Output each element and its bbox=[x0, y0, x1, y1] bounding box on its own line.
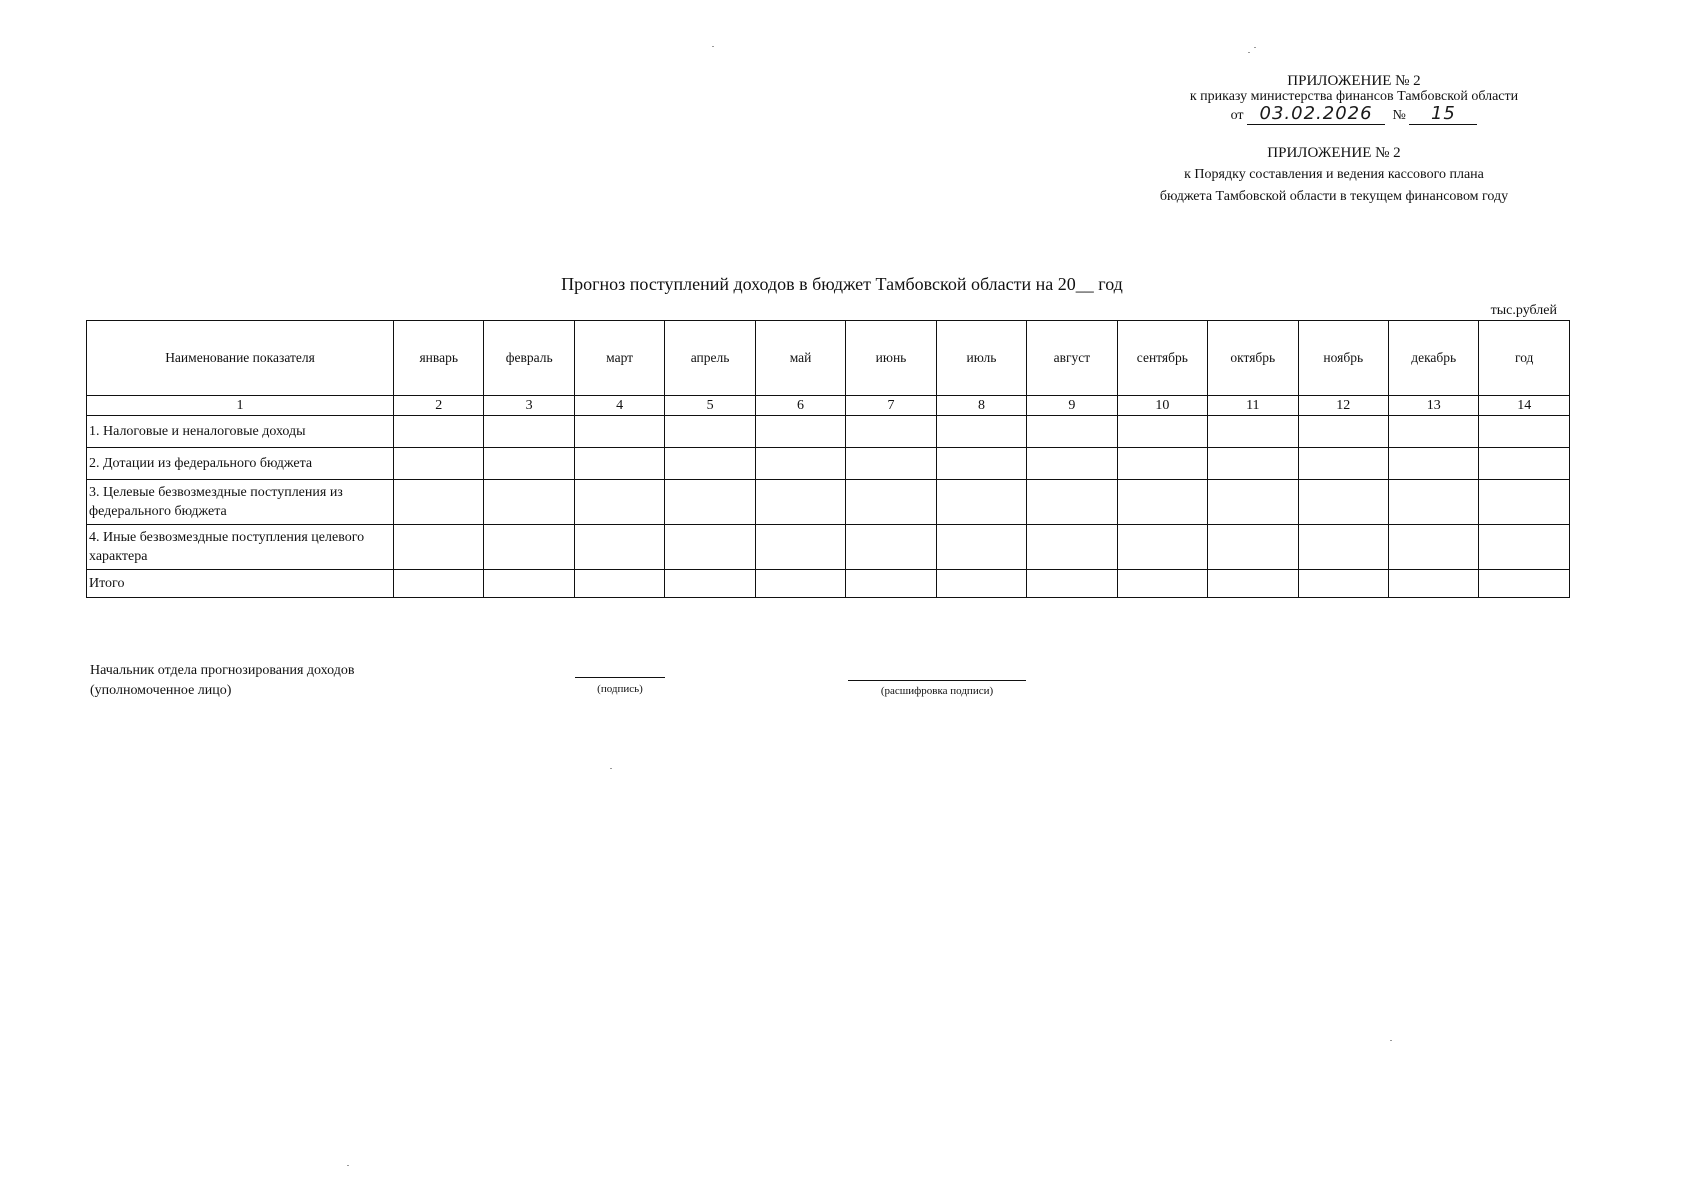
scan-speck bbox=[1248, 52, 1250, 53]
decoding-line bbox=[848, 680, 1026, 681]
value-cell bbox=[846, 480, 936, 525]
appendix-order-block bbox=[1154, 73, 1554, 125]
value-cell bbox=[755, 570, 845, 598]
value-cell bbox=[574, 570, 664, 598]
table-row bbox=[87, 480, 1570, 525]
value-cell bbox=[846, 525, 936, 570]
value-cell bbox=[1208, 525, 1298, 570]
value-cell bbox=[936, 448, 1026, 480]
value-cell bbox=[755, 448, 845, 480]
value-cell bbox=[755, 416, 845, 448]
column-number: 9 bbox=[1027, 396, 1117, 416]
value-cell bbox=[846, 416, 936, 448]
column-header: март bbox=[574, 321, 664, 396]
value-cell bbox=[574, 525, 664, 570]
column-header: август bbox=[1027, 321, 1117, 396]
value-cell bbox=[394, 448, 484, 480]
value-cell bbox=[394, 570, 484, 598]
value-cell bbox=[846, 570, 936, 598]
value-cell bbox=[484, 448, 574, 480]
value-cell bbox=[1117, 570, 1207, 598]
value-cell bbox=[1117, 448, 1207, 480]
value-cell bbox=[755, 480, 845, 525]
column-number: 10 bbox=[1117, 396, 1207, 416]
scan-speck bbox=[1254, 47, 1256, 48]
column-header: январь bbox=[394, 321, 484, 396]
value-cell bbox=[484, 480, 574, 525]
header-row bbox=[87, 321, 1570, 396]
value-cell bbox=[1117, 525, 1207, 570]
units-label: тыс.рублей bbox=[1490, 303, 1557, 318]
scan-speck bbox=[712, 46, 714, 47]
column-number: 5 bbox=[665, 396, 755, 416]
value-cell bbox=[936, 480, 1026, 525]
appendix-procedure-title: ПРИЛОЖЕНИЕ № 2 bbox=[1267, 145, 1401, 161]
value-cell bbox=[665, 525, 755, 570]
value-cell bbox=[1298, 416, 1388, 448]
column-number: 3 bbox=[484, 396, 574, 416]
value-cell bbox=[484, 416, 574, 448]
signature-caption: (подпись) bbox=[597, 683, 643, 695]
column-number: 11 bbox=[1208, 396, 1298, 416]
value-cell bbox=[1027, 448, 1117, 480]
document-title: Прогноз поступлений доходов в бюджет Тамбовской области на 20__ год bbox=[561, 274, 1123, 294]
value-cell bbox=[665, 448, 755, 480]
value-cell bbox=[846, 448, 936, 480]
total-label: Итого bbox=[87, 570, 394, 598]
total-row bbox=[87, 570, 1570, 598]
column-header: февраль bbox=[484, 321, 574, 396]
value-cell bbox=[1479, 480, 1570, 525]
from-label: от bbox=[1230, 108, 1244, 123]
appendix-order-title: ПРИЛОЖЕНИЕ № 2 bbox=[1287, 73, 1421, 89]
table-row bbox=[87, 416, 1570, 448]
column-header: май bbox=[755, 321, 845, 396]
value-cell bbox=[574, 448, 664, 480]
value-cell bbox=[1027, 480, 1117, 525]
order-number-field bbox=[1409, 103, 1477, 125]
value-cell bbox=[1298, 525, 1388, 570]
column-number: 8 bbox=[936, 396, 1026, 416]
revenue-forecast-table bbox=[86, 320, 1570, 598]
value-cell bbox=[1298, 480, 1388, 525]
value-cell bbox=[936, 416, 1026, 448]
value-cell bbox=[1027, 570, 1117, 598]
column-number: 2 bbox=[394, 396, 484, 416]
value-cell bbox=[1027, 525, 1117, 570]
column-number: 12 bbox=[1298, 396, 1388, 416]
scan-speck bbox=[1390, 1040, 1392, 1041]
table-row bbox=[87, 525, 1570, 570]
row-label: 3. Целевые безвозмездные поступления из федерального бюджета bbox=[87, 480, 394, 525]
value-cell bbox=[1208, 416, 1298, 448]
value-cell bbox=[484, 525, 574, 570]
value-cell bbox=[574, 416, 664, 448]
scan-speck bbox=[347, 1165, 349, 1166]
appendix-procedure-block bbox=[1124, 145, 1544, 205]
value-cell bbox=[665, 480, 755, 525]
value-cell bbox=[484, 570, 574, 598]
column-header: ноябрь bbox=[1298, 321, 1388, 396]
value-cell bbox=[394, 480, 484, 525]
signature-line bbox=[575, 677, 665, 678]
value-cell bbox=[1388, 480, 1478, 525]
order-date-handwritten: 03.02.2026 bbox=[1259, 103, 1373, 124]
column-number: 14 bbox=[1479, 396, 1570, 416]
value-cell bbox=[394, 416, 484, 448]
number-label: № bbox=[1392, 108, 1406, 123]
column-number-row bbox=[87, 396, 1570, 416]
column-header: октябрь bbox=[1208, 321, 1298, 396]
value-cell bbox=[574, 480, 664, 525]
value-cell bbox=[1298, 570, 1388, 598]
row-label: 1. Налоговые и неналоговые доходы bbox=[87, 416, 394, 448]
column-header: сентябрь bbox=[1117, 321, 1207, 396]
order-number-handwritten: 15 bbox=[1430, 103, 1456, 124]
column-header: декабрь bbox=[1388, 321, 1478, 396]
value-cell bbox=[1479, 570, 1570, 598]
value-cell bbox=[1117, 480, 1207, 525]
value-cell bbox=[665, 570, 755, 598]
scan-speck bbox=[610, 768, 612, 769]
value-cell bbox=[1388, 570, 1478, 598]
value-cell bbox=[1208, 570, 1298, 598]
value-cell bbox=[1208, 448, 1298, 480]
column-number: 4 bbox=[574, 396, 664, 416]
signatory-position bbox=[90, 661, 354, 701]
position-line1: Начальник отдела прогнозирования доходов bbox=[90, 663, 355, 678]
column-number: 13 bbox=[1388, 396, 1478, 416]
value-cell bbox=[1117, 416, 1207, 448]
row-label: 4. Иные безвозмездные поступления целевого характера bbox=[87, 525, 394, 570]
appendix-procedure-line2: бюджета Тамбовской области в текущем финансовом году bbox=[1159, 189, 1509, 204]
value-cell bbox=[1388, 525, 1478, 570]
value-cell bbox=[1298, 448, 1388, 480]
column-header: апрель bbox=[665, 321, 755, 396]
appendix-procedure-line1: к Порядку составления и ведения кассового плана bbox=[1184, 167, 1484, 182]
table-row bbox=[87, 448, 1570, 480]
value-cell bbox=[394, 525, 484, 570]
value-cell bbox=[1479, 448, 1570, 480]
column-header: июль bbox=[936, 321, 1026, 396]
value-cell bbox=[755, 525, 845, 570]
value-cell bbox=[1208, 480, 1298, 525]
column-header: год bbox=[1479, 321, 1570, 396]
column-number: 6 bbox=[755, 396, 845, 416]
appendix-order-date-line bbox=[1154, 103, 1554, 125]
order-date-field bbox=[1247, 103, 1385, 125]
position-line2: (уполномоченное лицо) bbox=[90, 683, 232, 698]
column-header: июнь bbox=[846, 321, 936, 396]
value-cell bbox=[936, 570, 1026, 598]
value-cell bbox=[665, 416, 755, 448]
column-number: 1 bbox=[87, 396, 394, 416]
decoding-caption: (расшифровка подписи) bbox=[880, 685, 994, 697]
value-cell bbox=[1027, 416, 1117, 448]
value-cell bbox=[1388, 448, 1478, 480]
column-header: Наименование показателя bbox=[87, 321, 394, 396]
row-label: 2. Дотации из федерального бюджета bbox=[87, 448, 394, 480]
column-number: 7 bbox=[846, 396, 936, 416]
appendix-order-line: к приказу министерства финансов Тамбовской области bbox=[1189, 89, 1519, 104]
value-cell bbox=[1479, 525, 1570, 570]
value-cell bbox=[936, 525, 1026, 570]
value-cell bbox=[1388, 416, 1478, 448]
value-cell bbox=[1479, 416, 1570, 448]
